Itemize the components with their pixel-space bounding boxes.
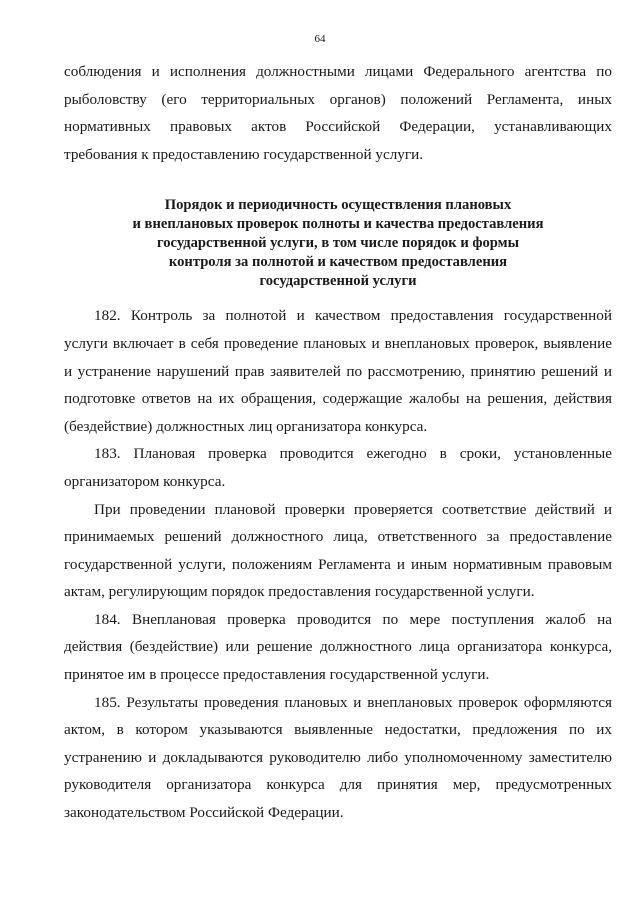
section-heading-line: государственной услуги xyxy=(259,272,417,289)
document-body xyxy=(64,58,612,827)
section-heading-line: государственной услуги, в том числе порядок и формы xyxy=(156,234,519,251)
section-heading-line: и внеплановых проверок полноты и качества предоставления xyxy=(132,216,544,233)
section-heading-line: Порядок и периодичность осуществления плановых xyxy=(164,197,512,214)
paragraph-182: 182. Контроль за полнотой и качеством предоставления государственной услуги включает в себя проведение плановых и внеплановых проверок, выявление и устранение нарушений прав заявителей по рассмотрению, принятию решений и подготовке ответов на их обращения, содержащие жалобы на решения, действия (бездействие) должностных лиц организатора конкурса. xyxy=(64,307,612,435)
section-heading xyxy=(64,196,612,290)
paragraph-183: 183. Плановая проверка проводится ежегодно в сроки, установленные организатором конкурса. xyxy=(64,445,612,490)
section-heading-line: контроля за полнотой и качеством предоставления xyxy=(168,253,508,270)
intro-paragraph: соблюдения и исполнения должностными лицами Федерального агентства по рыболовству (его территориальных органов) положений Регламента, иных нормативных правовых актов Российской Федерации, устанавливающих требования к предоставлению государственной услуги. xyxy=(64,63,612,163)
paragraph-185: 185. Результаты проведения плановых и внеплановых проверок оформляются актом, в котором указываются выявленные недостатки, предложения по их устранению и докладываются руководителю либо уполномоченному заместителю руководителя организатора конкурса для принятия мер, предусмотренных законодательством Российской Федерации. xyxy=(64,693,612,822)
paragraph-184: 184. Внеплановая проверка проводится по мере поступления жалоб на действия (бездействие) или решение должностного лица организатора конкурса, принятое им в процессе предоставления государственной услуги. xyxy=(64,610,612,684)
page-number: 64 xyxy=(314,33,326,45)
paragraph-183-continued: При проведении плановой проверки проверяется соответствие действий и принимаемых решений должностного лица, ответственного за предоставление государственной услуги, положениям Регламента и иным нормативным правовым актам, регулирующим порядок предоставления государственной услуги. xyxy=(64,500,612,601)
